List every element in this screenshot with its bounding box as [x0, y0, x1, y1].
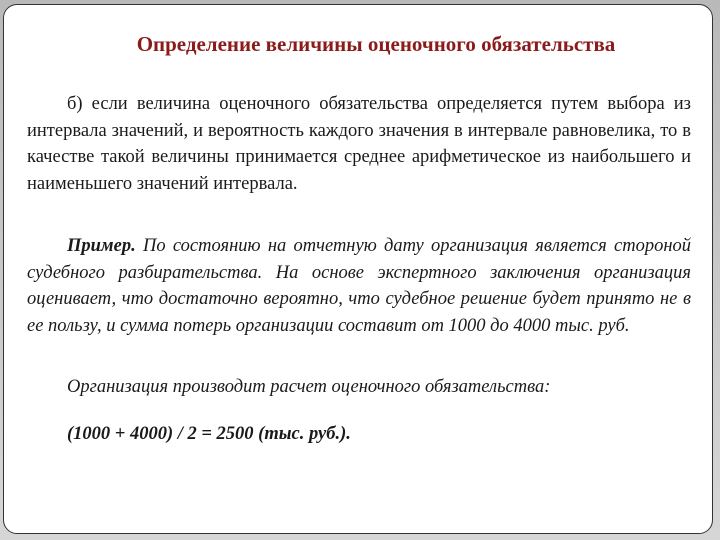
example-text: По состоянию на отчетную дату организация является стороной судебного разбирательства. На основе экспертного заключения организация оценивает, что достаточно вероятно, что судебное решение будет принято не в ее пользу, и сумма потерь организации составит от 1000 до 4000 тыс. руб. [27, 236, 691, 336]
calculation-formula: (1000 + 4000) / 2 = 2500 (тыс. руб.). [67, 424, 351, 444]
example-paragraph [27, 233, 691, 339]
slide [3, 4, 713, 534]
slide-title: Определение величины оценочного обязательства [136, 32, 616, 56]
paragraph-b: б) если величина оценочного обязательства определяется путем выбора из интервала значений, и вероятность каждого значения в интервале равновелика, то в качестве такой величины принимается среднее арифметическое из наибольшего и наименьшего значений интервала. [27, 94, 691, 194]
calculation-intro: Организация производит расчет оценочного обязательства: [67, 377, 551, 397]
example-lead: Пример. [67, 236, 136, 256]
